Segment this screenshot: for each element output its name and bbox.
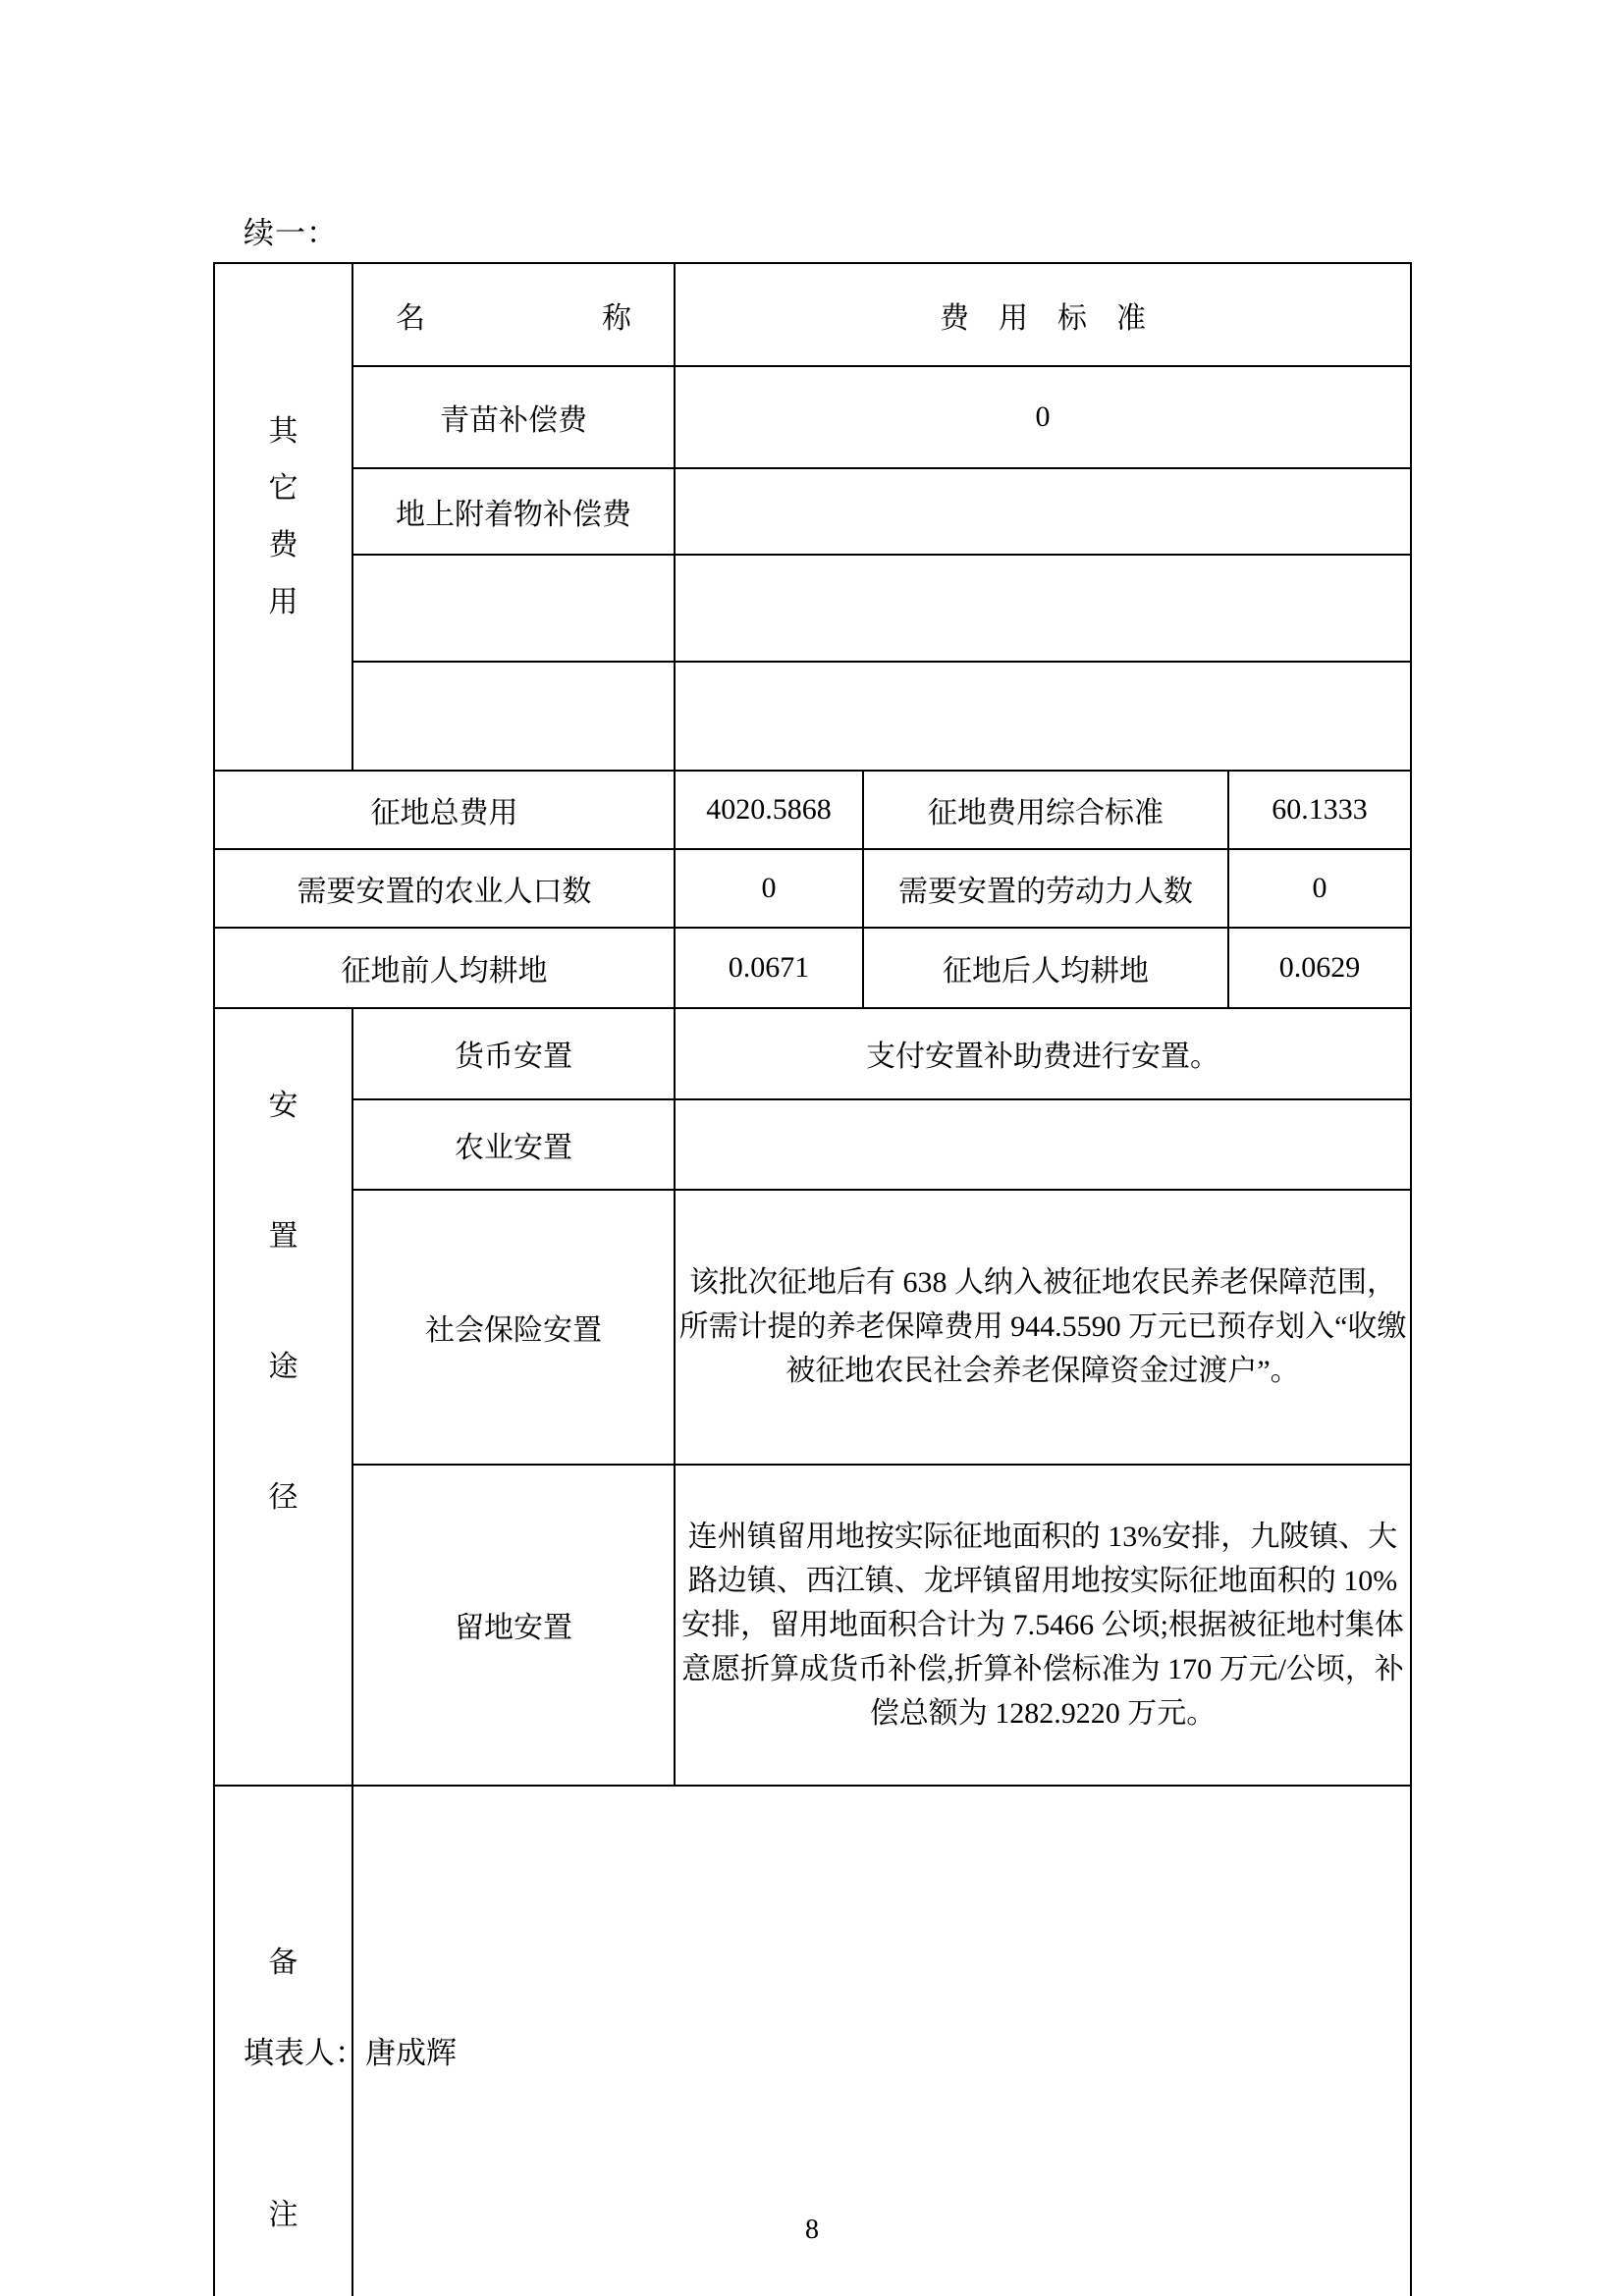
summary-value: 0.0671	[675, 928, 863, 1008]
summary-value: 0	[1228, 849, 1411, 928]
column-header-fee-standard: 费 用 标 准	[675, 263, 1411, 366]
table-row	[214, 263, 1411, 366]
vertical-label-resettlement	[215, 1076, 352, 1718]
group-char: 备	[268, 1947, 298, 1979]
group-char: 它	[268, 471, 298, 505]
table-row	[214, 1465, 1411, 1786]
continuation-label: 续一：	[244, 216, 338, 250]
resettlement-description: 支付安置补助费进行安置。	[675, 1008, 1411, 1099]
fee-name: 青苗补偿费	[352, 366, 675, 468]
page-number: 8	[805, 2215, 819, 2245]
summary-label: 征地后人均耕地	[863, 928, 1228, 1008]
resettlement-description: 该批次征地后有 638 人纳入被征地农民养老保障范围，所需计提的养老保障费用 944.5590 万元已预存划入“收缴被征地农民社会养老保障资金过渡户”。	[675, 1190, 1411, 1464]
fee-value	[675, 468, 1411, 555]
resettlement-type: 社会保险安置	[352, 1190, 675, 1464]
group-char: 用	[268, 585, 298, 618]
land-acquisition-continuation-table	[213, 262, 1412, 2296]
form-filler-name: 填表人：唐成辉	[244, 2036, 457, 2070]
group-char: 费	[268, 528, 298, 561]
table-row	[214, 771, 1411, 849]
summary-value: 4020.5868	[675, 771, 863, 849]
resettlement-type: 留地安置	[352, 1465, 675, 1786]
resettlement-description	[675, 1099, 1411, 1191]
summary-value: 0.0629	[1228, 928, 1411, 1008]
resettlement-type: 货币安置	[352, 1008, 675, 1099]
table-row	[214, 1008, 1411, 1099]
column-header-name: 名 称	[352, 263, 675, 366]
resettlement-description: 连州镇留用地按实际征地面积的 13%安排，九陂镇、大路边镇、西江镇、龙坪镇留用地按实际征地面积的 10%安排，留用地面积合计为 7.5466 公顷;根据被征地村集体意愿折算成货币补偿,折算补偿标准为 170 万元/公顷，补偿总额为 1282.9220 万元。	[675, 1465, 1411, 1786]
resettlement-type: 农业安置	[352, 1099, 675, 1191]
group-label-other-fees	[214, 263, 352, 771]
summary-label: 征地费用综合标准	[863, 771, 1228, 849]
group-char: 途	[268, 1351, 298, 1383]
fee-name	[352, 555, 675, 662]
summary-label: 征地前人均耕地	[214, 928, 675, 1008]
vertical-label-other-fees	[215, 331, 352, 703]
group-char: 注	[268, 2199, 298, 2231]
summary-label: 需要安置的劳动力人数	[863, 849, 1228, 928]
table-row	[214, 849, 1411, 928]
group-char: 置	[268, 1220, 298, 1253]
table-row	[214, 555, 1411, 662]
group-char: 其	[268, 414, 298, 448]
table-row	[214, 1099, 1411, 1191]
group-char: 安	[268, 1090, 298, 1122]
summary-value: 60.1333	[1228, 771, 1411, 849]
group-char: 径	[268, 1481, 298, 1514]
table-row	[214, 366, 1411, 468]
fee-name: 地上附着物补偿费	[352, 468, 675, 555]
summary-label: 需要安置的农业人口数	[214, 849, 675, 928]
fee-name	[352, 662, 675, 771]
table-row	[214, 468, 1411, 555]
table-row	[214, 928, 1411, 1008]
fee-value: 0	[675, 366, 1411, 468]
fee-value	[675, 662, 1411, 771]
group-label-resettlement	[214, 1008, 352, 1786]
summary-label: 征地总费用	[214, 771, 675, 849]
summary-value: 0	[675, 849, 863, 928]
fee-value	[675, 555, 1411, 662]
table-row	[214, 662, 1411, 771]
table-row	[214, 1190, 1411, 1464]
